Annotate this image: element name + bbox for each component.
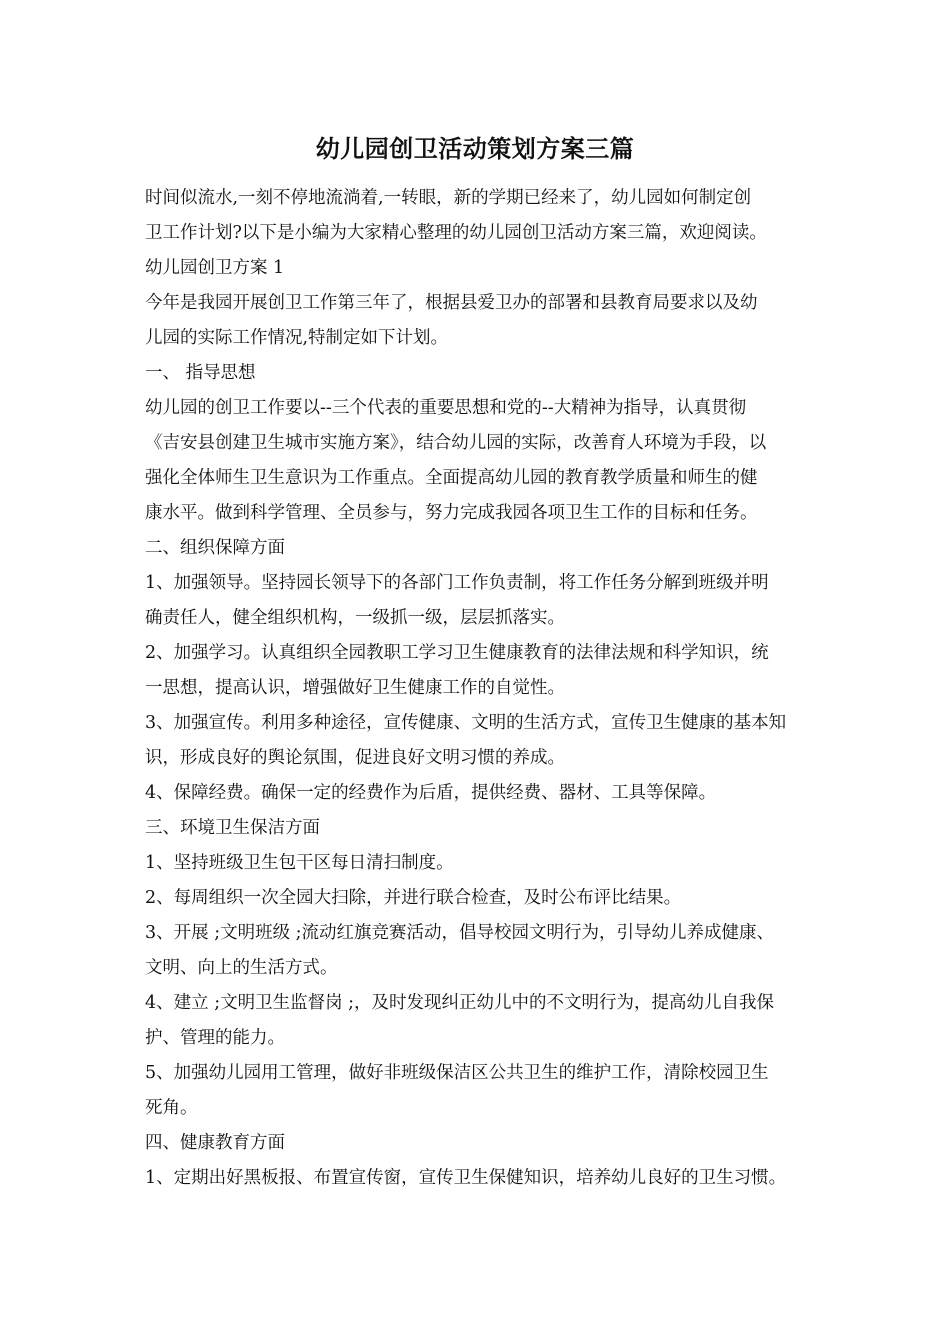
text-line: 文明、向上的生活方式。 bbox=[145, 958, 338, 978]
text-line: 幼儿园的创卫工作要以--三个代表的重要思想和党的--大精神为指导，认真贯彻 bbox=[145, 398, 747, 418]
text-line: 4、建立 ;文明卫生监督岗 ;，及时发现纠正幼儿中的不文明行为，提高幼儿自我保 bbox=[145, 993, 775, 1013]
text-line: 识，形成良好的舆论氛围，促进良好文明习惯的养成。 bbox=[145, 748, 565, 768]
text-line: 时间似流水,一刻不停地流淌着,一转眼，新的学期已经来了，幼儿园如何制定创 bbox=[145, 188, 752, 208]
text-line: 一思想，提高认识，增强做好卫生健康工作的自觉性。 bbox=[145, 678, 565, 698]
text-line: 3、加强宣传。利用多种途径，宣传健康、文明的生活方式，宣传卫生健康的基本知 bbox=[145, 713, 787, 733]
text-line: 《吉安县创建卫生城市实施方案》，结合幼儿园的实际，改善育人环境为手段，以 bbox=[145, 433, 767, 453]
text-line: 1、加强领导。坚持园长领导下的各部门工作负责制，将工作任务分解到班级并明 bbox=[145, 573, 769, 593]
text-line: 3、开展 ;文明班级 ;流动红旗竞赛活动，倡导校园文明行为，引导幼儿养成健康、 bbox=[145, 923, 775, 943]
text-line: 康水平。做到科学管理、全员参与，努力完成我园各项卫生工作的目标和任务。 bbox=[145, 503, 758, 523]
text-line: 确责任人，健全组织机构，一级抓一级，层层抓落实。 bbox=[145, 608, 565, 628]
text-line: 儿园的实际工作情况,特制定如下计划。 bbox=[145, 328, 449, 348]
text-line: 1、定期出好黑板报、布置宣传窗，宣传卫生保健知识，培养幼儿良好的卫生习惯。 bbox=[145, 1168, 787, 1188]
section-heading: 三、环境卫生保洁方面 bbox=[145, 818, 320, 838]
text-line: 强化全体师生卫生意识为工作重点。全面提高幼儿园的教育教学质量和师生的健 bbox=[145, 468, 758, 488]
text-line: 2、加强学习。认真组织全园教职工学习卫生健康教育的法律法规和科学知识，统 bbox=[145, 643, 769, 663]
text-line: 死角。 bbox=[145, 1098, 198, 1118]
section-heading: 一、 指导思想 bbox=[145, 363, 256, 383]
text-line: 卫工作计划?以下是小编为大家精心整理的幼儿园创卫活动方案三篇，欢迎阅读。 bbox=[145, 223, 767, 243]
text-line: 5、加强幼儿园用工管理，做好非班级保洁区公共卫生的维护工作，清除校园卫生 bbox=[145, 1063, 769, 1083]
section-heading: 幼儿园创卫方案 1 bbox=[145, 258, 285, 278]
text-line: 2、每周组织一次全园大扫除，并进行联合检查，及时公布评比结果。 bbox=[145, 888, 682, 908]
section-heading: 二、组织保障方面 bbox=[145, 538, 285, 558]
document-body bbox=[145, 181, 815, 1196]
section-heading: 四、健康教育方面 bbox=[145, 1133, 285, 1153]
text-line: 1、坚持班级卫生包干区每日清扫制度。 bbox=[145, 853, 454, 873]
document-title: 幼儿园创卫活动策划方案三篇 bbox=[315, 134, 635, 163]
text-line: 护、管理的能力。 bbox=[145, 1028, 285, 1048]
text-line: 4、保障经费。确保一定的经费作为后盾，提供经费、器材、工具等保障。 bbox=[145, 783, 717, 803]
text-line: 今年是我园开展创卫工作第三年了，根据县爱卫办的部署和县教育局要求以及幼 bbox=[145, 293, 758, 313]
